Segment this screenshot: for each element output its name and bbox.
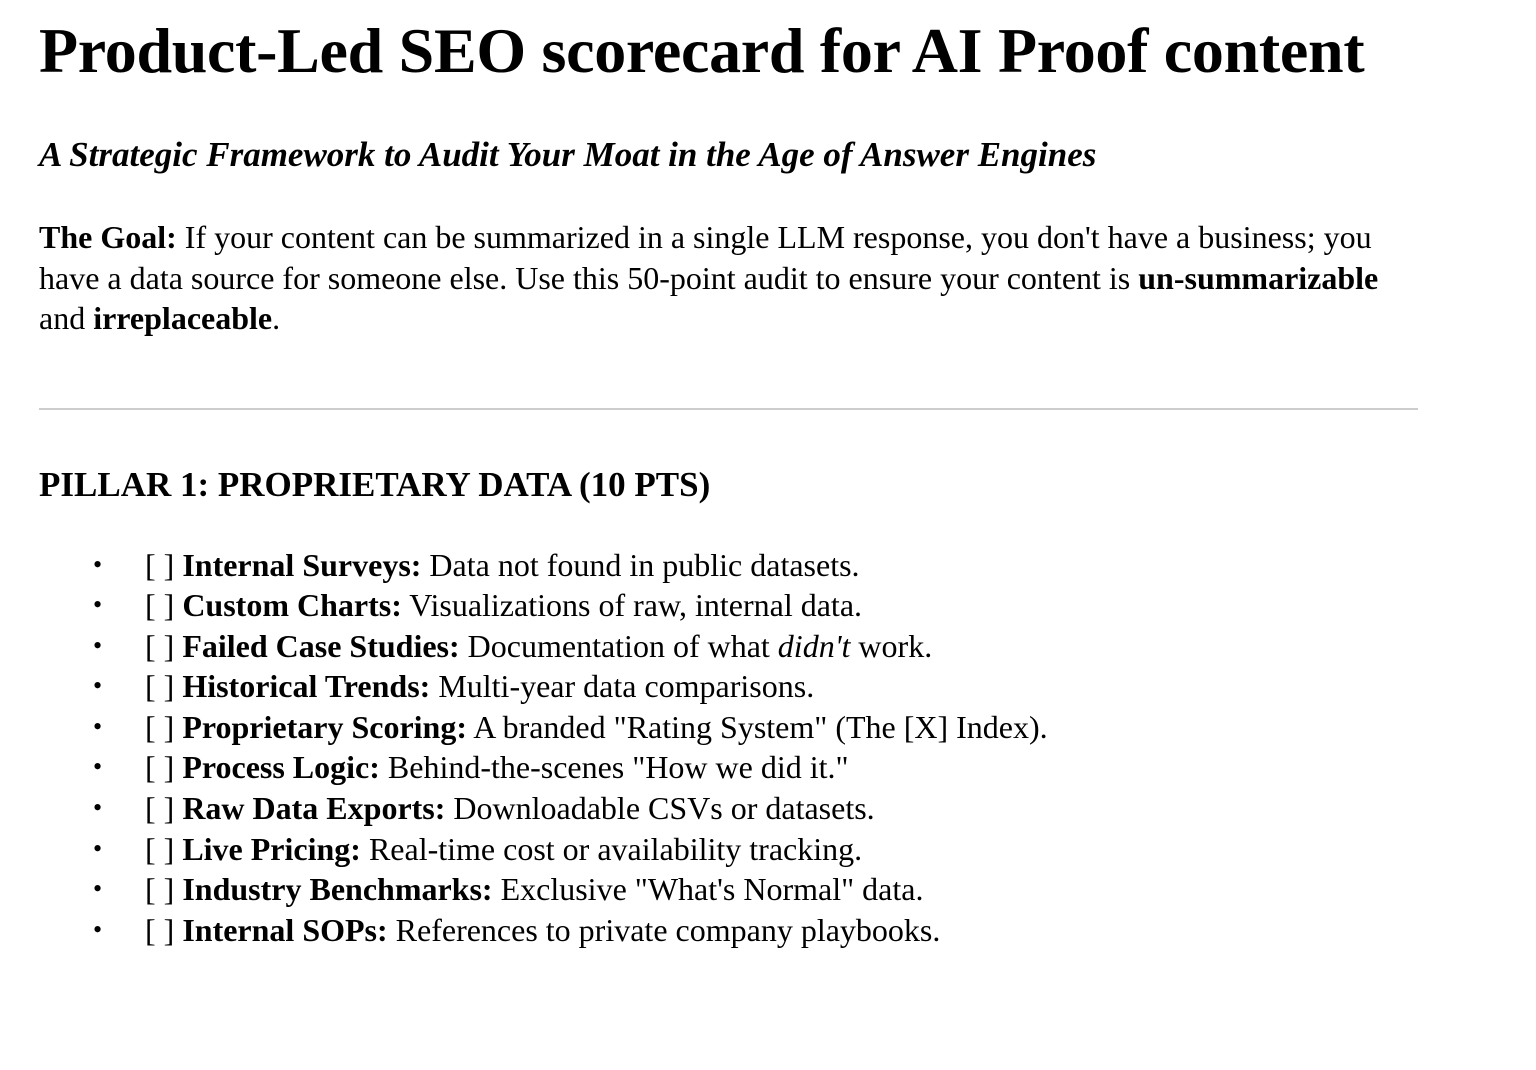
item-description: Real-time cost or availability tracking. [360,830,863,867]
item-label: Failed Case Studies: [182,627,460,664]
checklist-item [39,910,1459,951]
item-description: References to private company playbooks. [387,911,941,948]
checklist-item [39,707,1459,748]
checklist-item [39,788,1459,829]
checkbox-placeholder: [ ] [145,790,183,827]
bullet-icon: • [93,671,103,701]
checkbox-placeholder: [ ] [145,749,183,786]
item-description: Behind-the-scenes "How we did it." [379,749,849,786]
checklist-item [39,666,1459,707]
bullet-icon: • [93,793,103,823]
item-description: Exclusive "What's Normal" data. [492,871,924,908]
pillar-1-heading: PILLAR 1: PROPRIETARY DATA (10 PTS) [39,464,711,504]
checkbox-placeholder: [ ] [145,627,183,664]
item-label: Internal Surveys: [182,546,422,583]
pillar-1-checklist [39,545,1459,951]
item-label: Raw Data Exports: [182,790,446,827]
checklist-item [39,626,1459,667]
item-label: Live Pricing: [182,830,361,867]
checkbox-placeholder: [ ] [145,546,183,583]
section-divider [39,408,1418,410]
checkbox-placeholder: [ ] [145,708,183,745]
bullet-icon: • [93,590,103,620]
item-description-end: work. [850,627,933,664]
item-label: Process Logic: [182,749,380,786]
item-description: Downloadable CSVs or datasets. [445,790,875,827]
checklist-item [39,829,1459,870]
checkbox-placeholder: [ ] [145,911,183,948]
page-subtitle: A Strategic Framework to Audit Your Moat in the Age of Answer Engines [39,135,1097,174]
goal-bold-irreplaceable: irreplaceable [93,300,273,336]
item-label: Historical Trends: [182,668,431,705]
item-description-emphasis: didn't [777,627,851,664]
item-description: Data not found in public datasets. [421,546,860,583]
goal-text-3: . [272,300,281,336]
item-description: A branded "Rating System" (The [X] Index). [466,708,1048,745]
bullet-icon: • [93,711,103,741]
goal-paragraph [39,217,1429,339]
checklist-item [39,545,1459,586]
bullet-icon: • [93,874,103,904]
checkbox-placeholder: [ ] [145,668,183,705]
checkbox-placeholder: [ ] [145,830,183,867]
item-label: Industry Benchmarks: [182,871,493,908]
goal-text-2: and [39,300,94,336]
bullet-icon: • [93,752,103,782]
checkbox-placeholder: [ ] [145,587,183,624]
page-title: Product-Led SEO scorecard for AI Proof content [39,15,1365,86]
item-description: Multi-year data comparisons. [430,668,815,705]
item-description: Visualizations of raw, internal data. [401,587,863,624]
bullet-icon: • [93,630,103,660]
item-label: Internal SOPs: [182,911,388,948]
goal-label: The Goal: [39,219,177,255]
bullet-icon: • [93,549,103,579]
bullet-icon: • [93,914,103,944]
item-label: Proprietary Scoring: [182,708,467,745]
checklist-item [39,869,1459,910]
checklist-item [39,585,1459,626]
item-label: Custom Charts: [182,587,402,624]
checklist-item [39,747,1459,788]
item-description: Documentation of what [459,627,778,664]
checkbox-placeholder: [ ] [145,871,183,908]
goal-bold-unsummarizable: un-summarizable [1138,259,1379,296]
goal-text-1: If your content can be summarized in a single LLM response, you don't have a business; you have a data source for someone else. Use this 50-point audit to ensure your content is [39,219,1372,296]
bullet-icon: • [93,833,103,863]
